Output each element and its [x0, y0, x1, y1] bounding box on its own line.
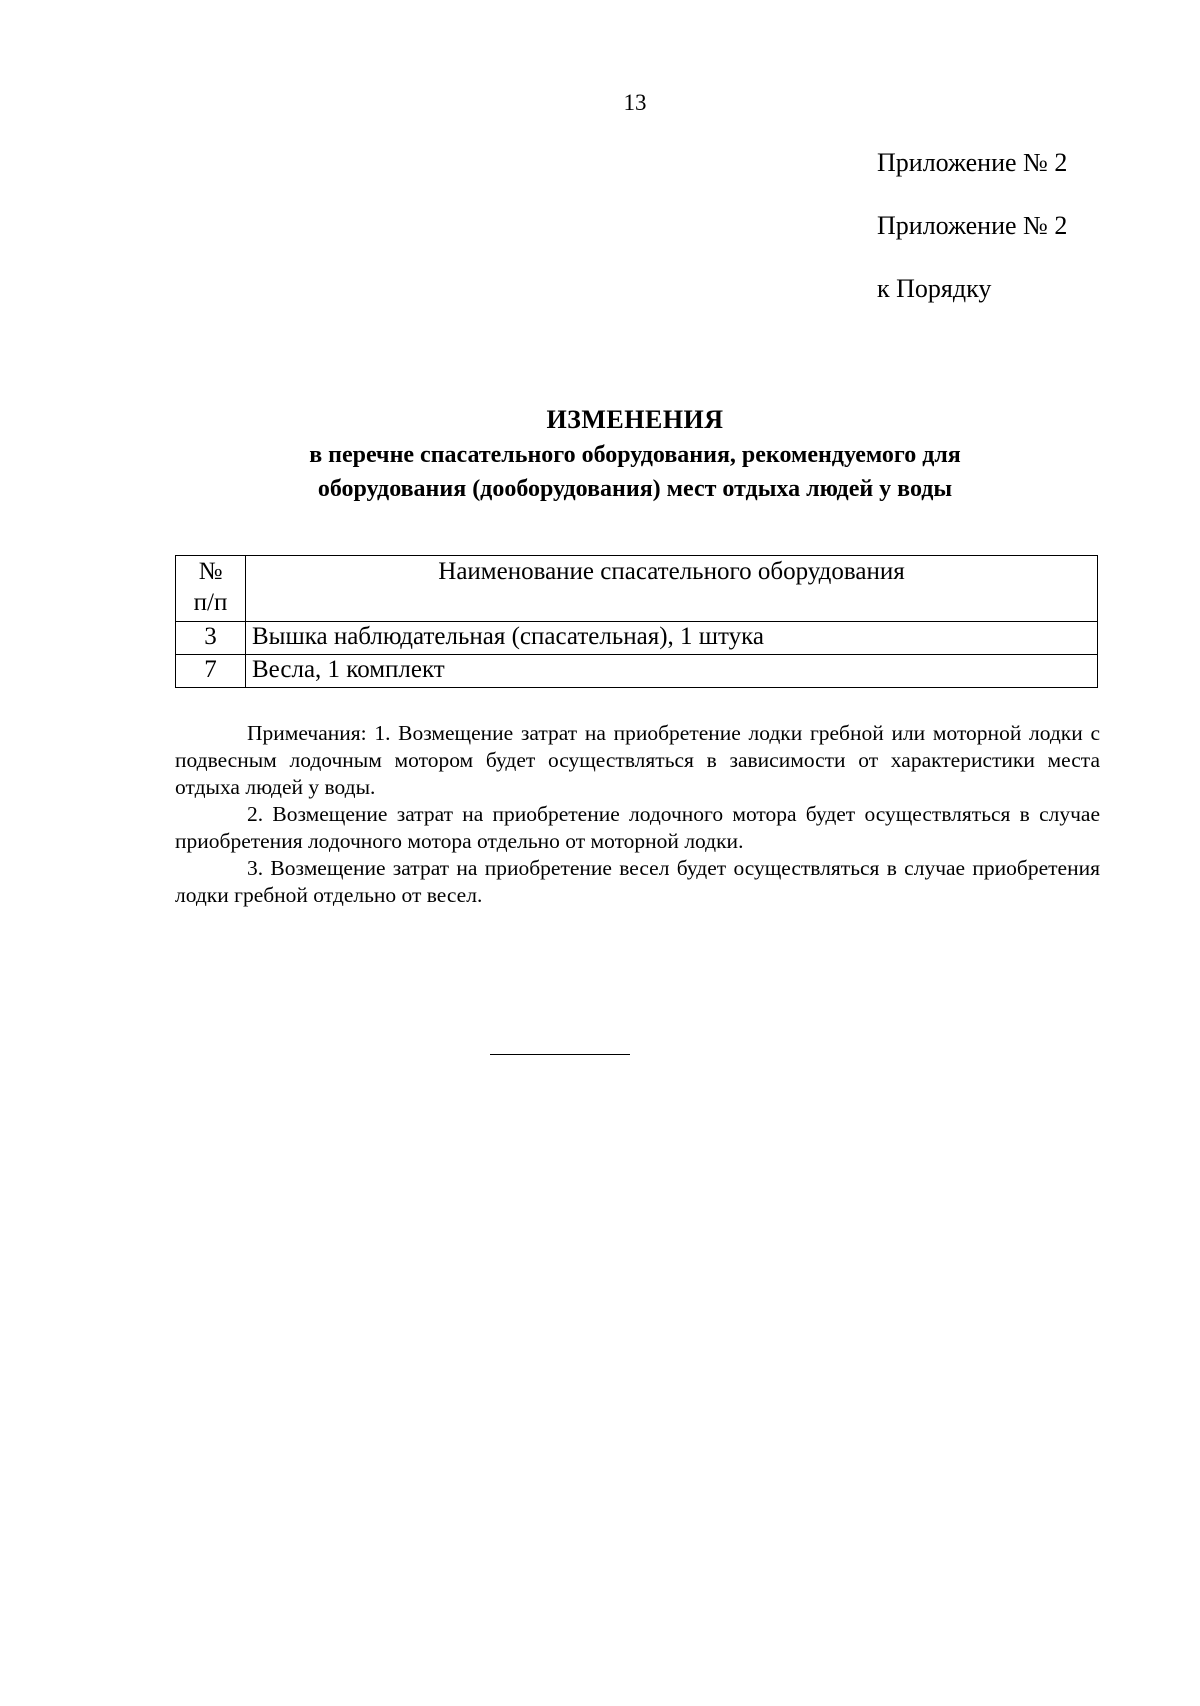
table-row — [176, 622, 1098, 655]
note-paragraph-3: 3. Возмещение затрат на приобретение весел будет осуществляться в случае приобретения лодки гребной отдельно от весел. — [175, 856, 1100, 907]
equipment-table — [175, 555, 1098, 688]
title-line-2: оборудования (дооборудования) мест отдыха людей у воды — [317, 476, 953, 502]
column-header-number-line-2: п/п — [193, 589, 228, 616]
row-number: 7 — [176, 655, 246, 688]
end-of-document-rule — [490, 1054, 630, 1055]
table-header-row — [176, 556, 1098, 622]
row-equipment-name: Весла, 1 комплект — [246, 655, 1098, 688]
row-equipment-name: Вышка наблюдательная (спасательная), 1 штука — [246, 622, 1098, 655]
appendix-label-1: Приложение № 2 — [877, 148, 1068, 177]
document-title — [175, 402, 1095, 506]
table-row — [176, 655, 1098, 688]
column-header-number-line-1: № — [198, 558, 223, 585]
title-heading: ИЗМЕНЕНИЯ — [546, 405, 724, 434]
appendix-reference: к Порядку — [877, 274, 992, 303]
notes-section — [175, 720, 1100, 909]
page-number: 13 — [623, 90, 647, 115]
appendix-label-2: Приложение № 2 — [877, 211, 1068, 240]
title-line-1: в перечне спасательного оборудования, рекомендуемого для — [309, 442, 961, 468]
note-paragraph-2: 2. Возмещение затрат на приобретение лодочного мотора будет осуществляться в случае приобретения лодочного мотора отдельно от моторной лодки. — [175, 802, 1100, 853]
row-number: 3 — [176, 622, 246, 655]
column-header-name: Наименование спасательного оборудования — [246, 556, 1098, 622]
note-paragraph-1: Примечания: 1. Возмещение затрат на приобретение лодки гребной или моторной лодки с подвесным лодочным мотором будет осуществляться в зависимости от характеристики места отдыха людей у воды. — [175, 721, 1100, 799]
column-header-number — [176, 556, 246, 622]
